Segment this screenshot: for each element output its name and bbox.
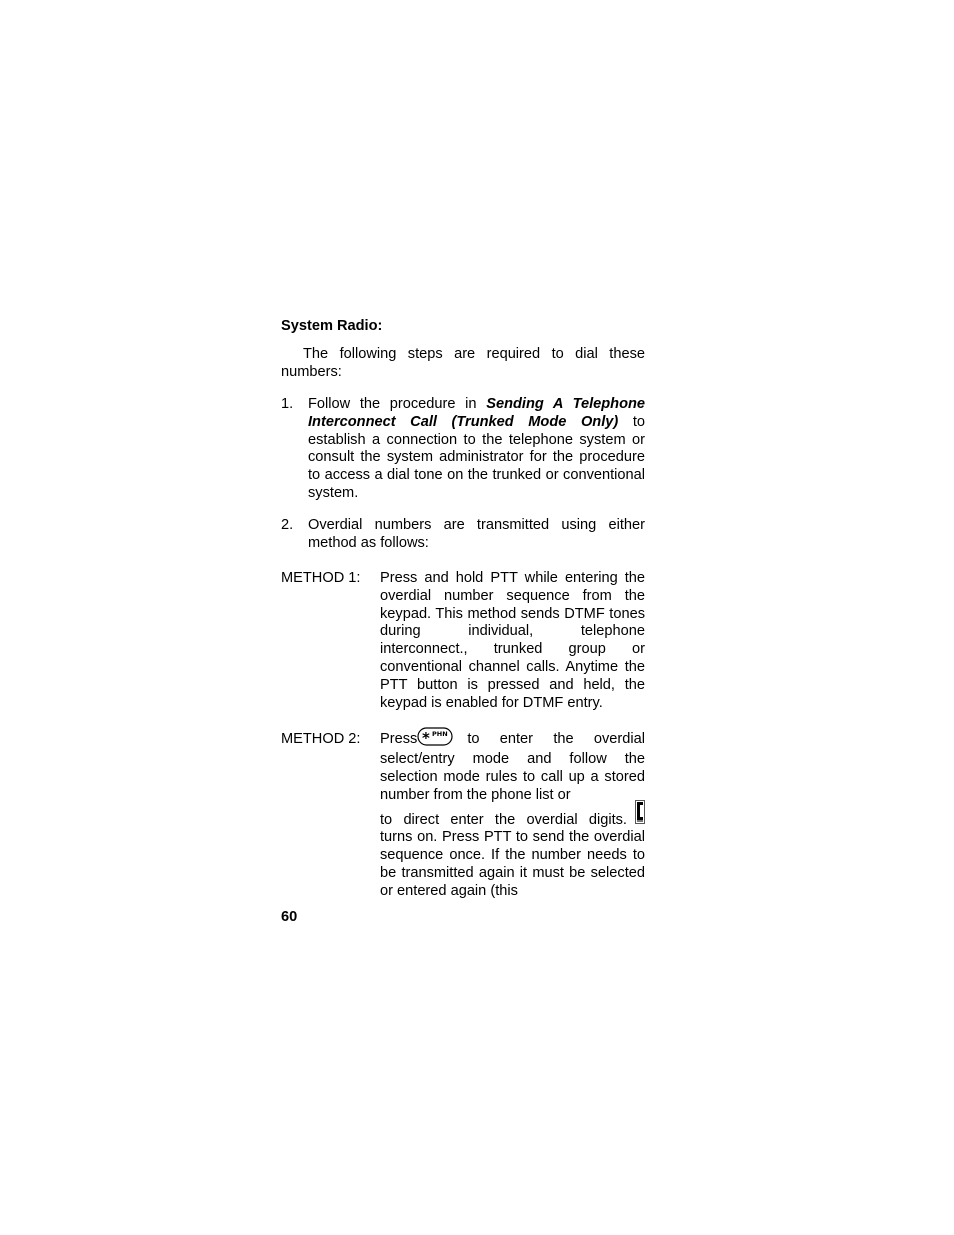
method-1 xyxy=(281,570,645,712)
method-label: METHOD 1: xyxy=(281,570,361,586)
step-text: Overdial numbers are transmitted using either method as follows: xyxy=(308,517,645,551)
intro-paragraph: The following steps are required to dial these numbers: xyxy=(281,346,645,380)
page-number: 60 xyxy=(281,909,298,925)
method-2 xyxy=(281,729,645,901)
svg-text:*: * xyxy=(422,729,431,748)
star-phn-key-icon xyxy=(417,727,453,753)
step-number: 2. xyxy=(281,517,294,533)
method-text: Press * PHN to enter the overdial select/entry mode and follow the selection mode rules to call up a stored number from the phone list or to direct enter the overdial digits. turns on. Press PTT to send the overdial sequence once. If the number needs to be transmitted again it must be selected or entered again (this xyxy=(380,729,645,899)
section-heading: System Radio: xyxy=(281,318,383,334)
step-text: Follow the procedure in Sending A Telephone Interconnect Call (Trunked Mode Only) to establish a connection to the telephone system or consult the system administrator for the procedure to access a dial tone on the trunked or conventional system. xyxy=(308,396,646,501)
step-2 xyxy=(281,517,645,553)
overdial-display-icon xyxy=(635,800,645,830)
svg-text:PHN: PHN xyxy=(432,730,448,739)
method-text: Press and hold PTT while entering the overdial number sequence from the keypad. This method sends DTMF tones during individual, telephone interconnect., trunked group or conventional channel calls. Anytime the PTT button is pressed and held, the keypad is enabled for DTMF entry. xyxy=(380,570,645,711)
step-number: 1. xyxy=(281,396,294,412)
procedure-reference: Sending A Telephone Interconnect Call (Trunked Mode Only) xyxy=(308,396,646,430)
step-1 xyxy=(281,396,645,503)
method-label: METHOD 2: xyxy=(281,731,361,747)
